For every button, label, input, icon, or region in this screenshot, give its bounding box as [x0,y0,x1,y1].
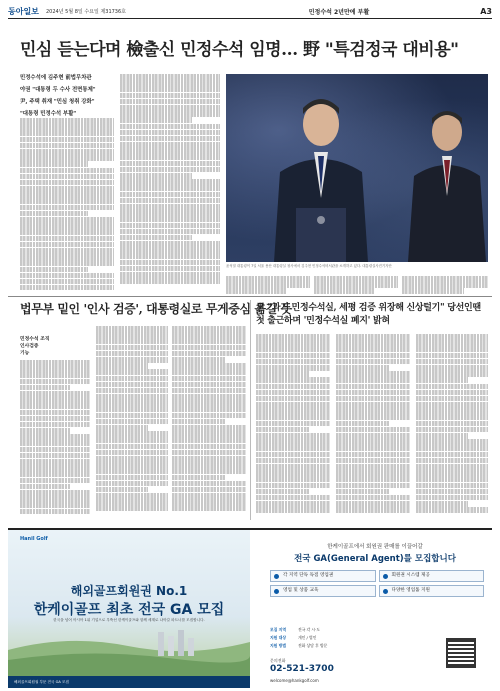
contact-email[interactable]: welcome@hankgolf.com [270,678,319,683]
article-body-column [336,334,410,520]
article-body-column [314,276,398,294]
ad-title-1: 해외골프회원권 No.1 [70,584,188,598]
recruit-info [270,626,430,650]
benefit-item: 영업 및 상품 교육 [270,585,376,597]
article-body-column [20,360,90,520]
benefit-list [270,570,484,597]
ad-recruit-panel [258,530,492,688]
recruit-title: 전국 GA(General Agent)를 모집합니다 [294,554,456,564]
info-value: 전화 상담 후 방문 [298,643,328,648]
article-body-column [416,334,488,520]
recruit-subtitle: 한케이골프에서 회원권 판매를 이끌어갈 [327,544,423,550]
appointee-figure [402,98,488,262]
second-subheads [20,336,80,357]
speaker-figure [266,88,376,262]
benefit-item: 다양한 영업툴 지원 [379,585,485,597]
photo-caption: 윤석열 대통령이 7일 서울 용산 대통령실 청사에서 김주현 민정수석비서관을 소개하고 있다. 대통령실사진기자단 [226,264,392,268]
benefit-item: 각 지역 단독 독점 영업권 [270,570,376,582]
issue-number: 제31736호 [100,8,127,15]
ad-banner-left [8,530,250,688]
article-body-column [256,334,330,520]
lead-line: 야권 "대통령 두 수사 전면통제" [20,87,96,93]
info-value: 개인 / 법인 [298,635,317,640]
article-body-column [20,118,114,290]
subhead-line: 인사검증 [20,344,39,349]
lead-line: 尹, 주택 취재 "민심 청취 강화" [20,99,95,105]
info-key: 모집 지역 [270,627,286,632]
issue-date: 2024년 5월 8일 수요일 [46,8,99,15]
lead-summary [20,74,114,122]
masthead [8,4,492,19]
ad-description: 한국을 넘어 아시아 1위 기업으로 우뚝선 한케이골프와 함께 세계로 나아갈 파트너를 모집합니다. [53,618,205,622]
article-body-column [120,74,220,290]
lead-line: "대통령 민정수석 부활" [20,111,77,117]
ad-footer-bar: 해외골프회원권 부문 전국 GA 모집 [8,676,250,688]
article-body-column [172,326,246,520]
third-headline: 尹 "과거 민정수석실, 세평 검증 위장해 신상털기" 당선인땐 첫 출근하며 '민정수석실 폐지' 밝혀 [256,303,481,326]
subhead-line: 민정수석 조직 [20,337,50,342]
issue-meta [46,8,216,15]
phone-number[interactable]: 02-521-3700 [270,664,334,674]
news-photo [226,74,488,262]
qr-code-icon[interactable] [446,638,476,668]
section-title: 민정수석 2년만에 부활 [308,8,370,16]
info-key: 지원 방법 [270,643,286,648]
newspaper-logo: 동아일보 [8,5,39,16]
contact-phone[interactable] [270,658,334,674]
info-value: 전국 각 시·도 [298,627,320,632]
section-divider [8,296,492,297]
info-key: 지원 대상 [270,635,286,640]
article-body-column [96,326,168,520]
main-headline: 민심 듣는다며 檢출신 민정수석 임명… 野 "특검정국 대비용" [20,40,459,60]
article-body-column [402,276,488,294]
page-number: A3 [480,6,492,16]
advertisement[interactable] [8,528,492,688]
subhead-line: 기능 [20,351,30,356]
ad-brand-logo: Hanil Golf [20,536,48,542]
ad-title-2: 한케이골프 최초 전국 GA 모집 [33,602,225,618]
column-divider [250,300,251,520]
benefit-item: 회원권 시스템 제공 [379,570,485,582]
lead-line: 민정수석에 김주현 前법무차관 [20,75,92,81]
phone-label: 문의전화 [270,658,286,663]
article-body-column [226,276,310,294]
golf-course-illustration [8,630,250,676]
second-headline: 법무부 밑인 '인사 검증', 대통령실로 무게중심 옮길 듯 [20,302,292,316]
